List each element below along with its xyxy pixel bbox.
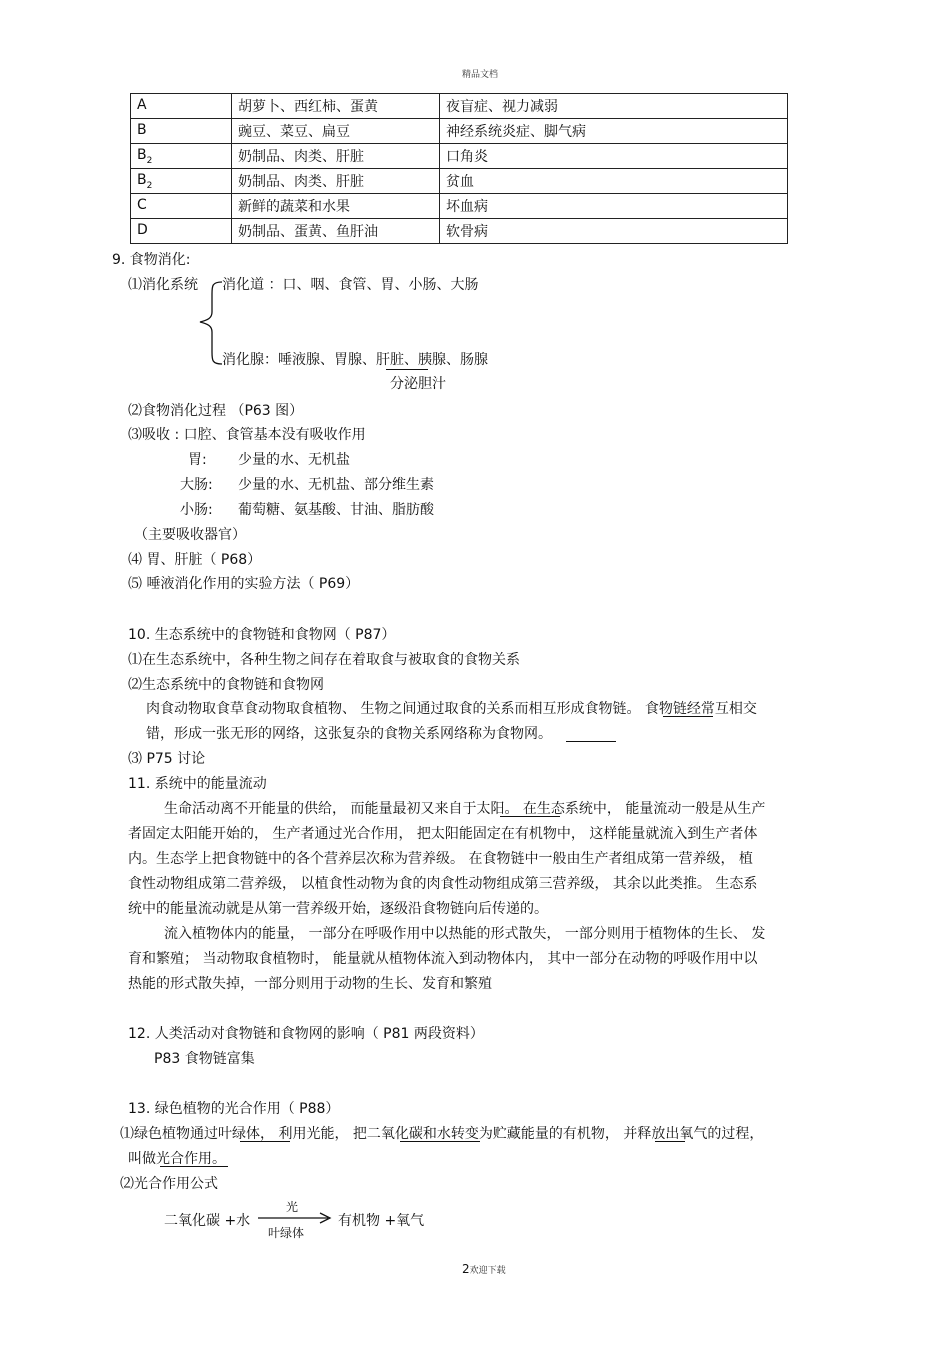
digestion-process: ⑵食物消化过程 （P63 图） — [128, 403, 304, 419]
section-11-line: 者固定太阳能开始的， 生产者通过光合作用， 把太阳能固定在有机物中， 这样能量就流入到生产者体 — [128, 826, 758, 842]
disease-cell: 神经系统炎症、脚气病 — [440, 119, 788, 144]
digestive-tract-text: 消化道 ：口、咽、食管、胃、小肠、大肠 — [222, 277, 479, 293]
vitamin-table — [130, 93, 788, 244]
item-5: ⑸ 唾液消化作用的实验方法（ P69） — [128, 576, 360, 592]
section-10-p1: ⑴在生态系统中，各种生物之间存在着取食与被取食的食物关系 — [128, 652, 520, 668]
page-header: 精品文档 — [462, 70, 499, 80]
section-11-line: 生命活动离不开能量的供给， 而能量最初又来自于太阳。 在生态系统中， 能量流动一般是从生产 — [164, 801, 766, 817]
table-row — [131, 94, 788, 119]
disease-cell: 坏血病 — [440, 194, 788, 219]
table-row — [131, 194, 788, 219]
page-number: 2 — [462, 1262, 470, 1276]
section-10-p2: ⑵生态系统中的食物链和食物网 — [128, 677, 324, 693]
section-13-title: 13. 绿色植物的光合作用（ P88） — [128, 1101, 340, 1117]
vitamin-cell: B — [131, 119, 232, 144]
section-10-p3: ⑶ P75 讨论 — [128, 751, 206, 767]
section-13-p2: ⑵光合作用公式 — [120, 1176, 218, 1192]
disease-cell: 贫血 — [440, 169, 788, 194]
section-12-p1: P83 食物链富集 — [154, 1051, 255, 1067]
section-11-line: 内。生态学上把食物链中的各个营养层次称为营养级。 在食物链中一般由生产者组成第一营养级， 植 — [128, 851, 753, 867]
right-arrow-icon — [258, 1212, 332, 1224]
underline — [655, 1141, 685, 1142]
section-11-line: 流入植物体内的能量， 一部分在呼吸作用中以热能的形式散失， 一部分则用于植物体的生长、 发 — [164, 926, 766, 942]
disease-cell: 软骨病 — [440, 219, 788, 244]
underline — [400, 1141, 480, 1142]
disease-cell: 口角炎 — [440, 144, 788, 169]
foods-cell: 新鲜的蔬菜和水果 — [232, 194, 440, 219]
table-row — [131, 219, 788, 244]
section-10-p2-line2: 错，形成一张无形的网络，这张复杂的食物关系网络称为食物网。 — [146, 726, 552, 742]
foods-cell: 奶制品、肉类、肝脏 — [232, 144, 440, 169]
foods-cell: 奶制品、蛋黄、鱼肝油 — [232, 219, 440, 244]
section-10-p2-line1: 肉食动物取食草食动物取食植物、 生物之间通过取食的关系而相互形成食物链。 食物链经常互相交 — [146, 701, 757, 717]
underline — [240, 1141, 290, 1142]
section-11-line: 育和繁殖； 当动物取食植物时， 能量就从植物体流入到动物体内， 其中一部分在动物的呼吸作用中以 — [128, 951, 758, 967]
vitamin-cell: C — [131, 194, 232, 219]
vitamin-cell: D — [131, 219, 232, 244]
section-9-title: 9. 食物消化: — [112, 252, 191, 268]
large-intestine-absorb: 少量的水、无机盐、部分维生素 — [238, 477, 434, 493]
table-row — [131, 119, 788, 144]
section-11-line: 食性动物组成第二营养级， 以植食性动物为食的肉食性动物组成第三营养级， 其余以此类推。 生态系 — [128, 876, 758, 892]
underline — [566, 741, 616, 742]
formula-reactants: 二氧化碳 +水 — [164, 1213, 251, 1229]
section-13-p1: ⑴绿色植物通过叶绿体， 利用光能， 把二氧化碳和水转变为贮藏能量的有机物， 并释放出氧气的过程， — [120, 1126, 764, 1142]
footer-text: 欢迎下载 — [469, 1266, 506, 1276]
section-11-line: 统中的能量流动就是从第一营养级开始，逐级沿食物链向后传递的。 — [128, 901, 548, 917]
formula-condition-chloroplast: 叶绿体 — [268, 1226, 305, 1240]
digestive-system-label: ⑴消化系统 — [128, 277, 198, 293]
formula-products: 有机物 +氧气 — [338, 1213, 425, 1229]
digestive-gland-text: 消化腺：唾液腺、胃腺、肝脏、胰腺、肠腺 — [222, 352, 488, 368]
section-13-p1b: 叫做光合作用。 — [128, 1151, 226, 1167]
foods-cell: 奶制品、肉类、肝脏 — [232, 169, 440, 194]
vitamin-cell: A — [131, 94, 232, 119]
item-4: ⑷ 胃、肝脏（ P68） — [128, 552, 262, 568]
vitamin-cell: $B_2$ — [131, 169, 232, 194]
underline — [386, 369, 428, 370]
underline — [160, 1166, 228, 1167]
page-footer — [462, 1260, 506, 1280]
vitamin-cell: $B_2$ — [131, 144, 232, 169]
disease-cell: 夜盲症、视力减弱 — [440, 94, 788, 119]
bile-note: 分泌胆汁 — [390, 376, 446, 392]
table-row — [131, 169, 788, 194]
large-intestine-label: 大肠: — [180, 477, 213, 493]
underline — [663, 716, 713, 717]
section-11-line: 热能的形式散失掉，一部分则用于动物的生长、发育和繁殖 — [128, 976, 492, 992]
foods-cell: 胡萝卜、西红柿、蛋黄 — [232, 94, 440, 119]
foods-cell: 豌豆、菜豆、扁豆 — [232, 119, 440, 144]
section-11-title: 11. 系统中的能量流动 — [128, 776, 267, 792]
stomach-label: 胃: — [188, 452, 207, 468]
section-10-title: 10. 生态系统中的食物链和食物网（ P87） — [128, 627, 396, 643]
stomach-absorb: 少量的水、无机盐 — [238, 452, 350, 468]
underline — [500, 816, 560, 817]
main-absorption-note: （主要吸收器官） — [134, 527, 246, 543]
small-intestine-absorb: 葡萄糖、氨基酸、甘油、脂肪酸 — [238, 502, 434, 518]
section-12-title: 12. 人类活动对食物链和食物网的影响（ P81 两段资料） — [128, 1026, 484, 1042]
absorption-title: ⑶吸收 : 口腔、食管基本没有吸收作用 — [128, 427, 366, 443]
table-row — [131, 144, 788, 169]
formula-condition-light: 光 — [286, 1200, 299, 1214]
small-intestine-label: 小肠: — [180, 502, 213, 518]
